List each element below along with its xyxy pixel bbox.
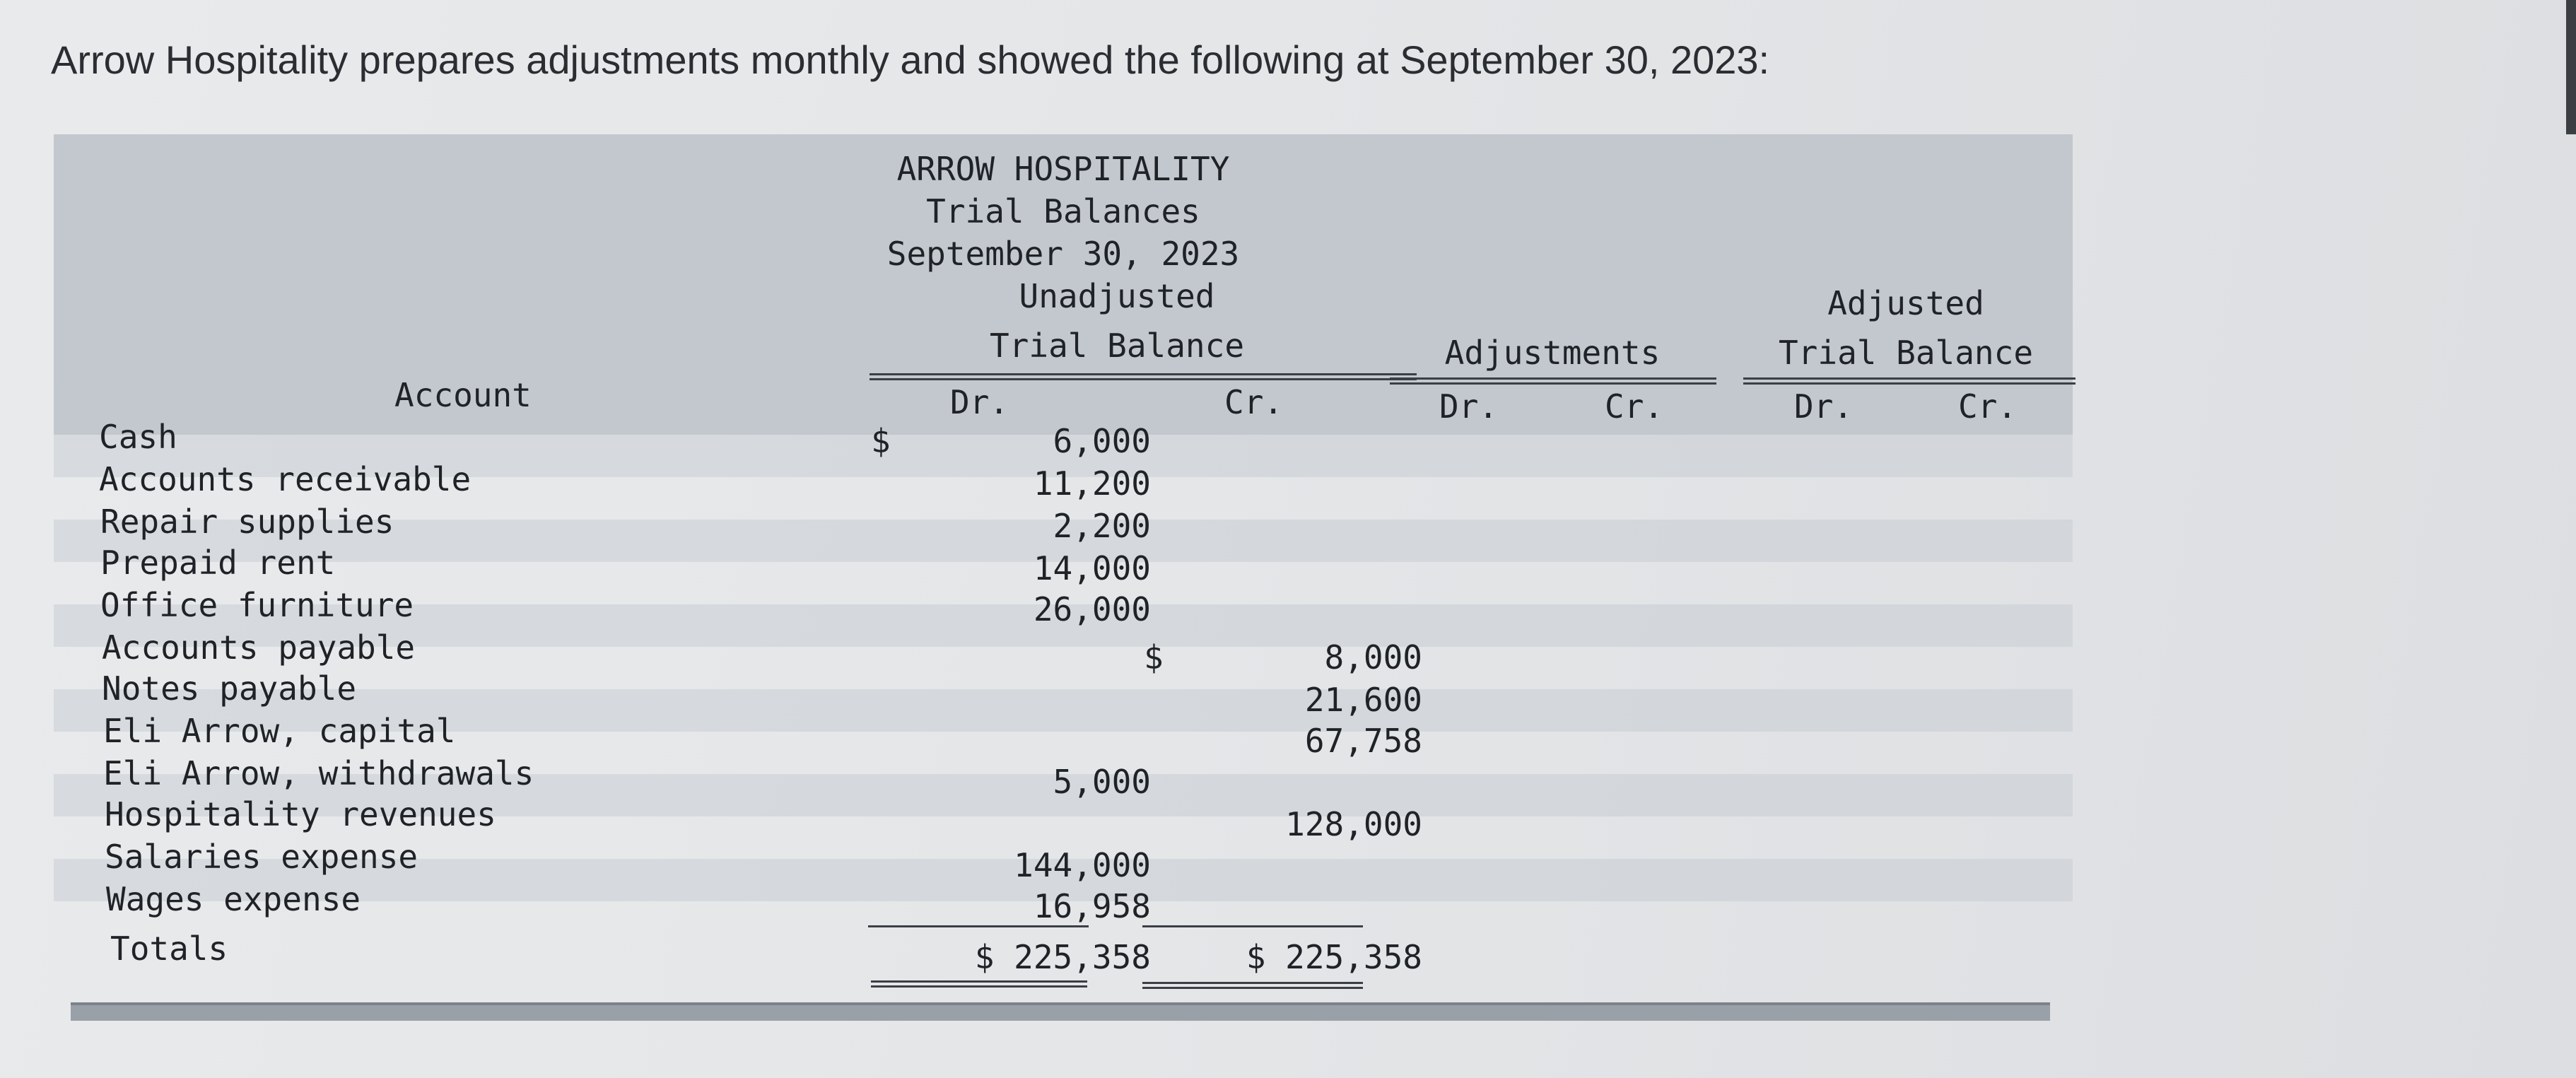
adjustments-cr-header: Cr.: [1605, 387, 1664, 426]
total-cr-amount: $ 225,358: [1246, 938, 1422, 976]
intro-text: Arrow Hospitality prepares adjustments monthly and showed the following at September 30, 2023:: [51, 37, 1770, 82]
dr-amount: 2,200: [1053, 507, 1151, 545]
account-name: Eli Arrow, withdrawals: [103, 754, 534, 792]
unadjusted-cr-header: Cr.: [1224, 383, 1284, 421]
dr-amount: 26,000: [1033, 590, 1151, 628]
dr-total-double-rule: [871, 980, 1087, 988]
account-column-header: Account: [394, 376, 532, 414]
dr-subtotal-rule: [868, 925, 1089, 927]
account-name: Accounts receivable: [99, 460, 472, 498]
dr-amount: 6,000: [1053, 422, 1151, 460]
cr-amount: 8,000: [1324, 638, 1422, 676]
unadjusted-heading-line2: Trial Balance: [989, 327, 1245, 365]
table-header: [54, 134, 2073, 435]
adjustments-heading: Adjustments: [1444, 334, 1661, 372]
unadjusted-rule: [870, 373, 1417, 380]
table-bottom-border: [71, 1002, 2050, 1021]
cr-amount: 128,000: [1285, 805, 1422, 843]
account-name: Prepaid rent: [100, 544, 336, 582]
report-date: September 30, 2023: [886, 235, 1240, 273]
cr-dollar-sign: $: [1144, 638, 1164, 676]
account-name: Accounts payable: [102, 628, 416, 667]
adjusted-heading-line2: Trial Balance: [1778, 334, 2034, 372]
account-name: Office furniture: [100, 586, 414, 624]
adjusted-heading-line1: Adjusted: [1827, 284, 1984, 322]
cr-subtotal-rule: [1142, 925, 1363, 927]
scrollbar-edge[interactable]: [2566, 0, 2576, 134]
dr-amount: 16,958: [1033, 887, 1151, 925]
cr-total-double-rule: [1142, 982, 1363, 989]
account-name: Repair supplies: [100, 503, 394, 541]
unadjusted-dr-header: Dr.: [950, 383, 1009, 421]
adjusted-dr-header: Dr.: [1794, 387, 1854, 426]
cr-amount: 21,600: [1304, 681, 1422, 719]
account-name: Salaries expense: [105, 838, 418, 876]
adjusted-cr-header: Cr.: [1958, 387, 2018, 426]
cr-amount: 67,758: [1304, 722, 1422, 760]
adjusted-rule: [1743, 377, 2076, 385]
account-name: Eli Arrow, capital: [103, 712, 456, 750]
dr-amount: 14,000: [1033, 549, 1151, 587]
totals-label: Totals: [110, 930, 228, 968]
account-name: Wages expense: [106, 880, 361, 918]
adjustments-dr-header: Dr.: [1439, 387, 1499, 426]
dr-amount: 5,000: [1053, 763, 1151, 801]
dr-dollar-sign: $: [871, 422, 891, 460]
adjustments-rule: [1390, 377, 1716, 385]
trial-balance-table: [54, 418, 2073, 983]
account-name: Notes payable: [102, 669, 357, 708]
dr-amount: 11,200: [1033, 464, 1151, 503]
account-name: Cash: [99, 418, 177, 456]
report-title: Trial Balances: [926, 192, 1200, 230]
unadjusted-heading-line1: Unadjusted: [1019, 277, 1215, 315]
account-name: Hospitality revenues: [105, 795, 496, 833]
total-dr-amount: $ 225,358: [974, 938, 1151, 976]
dr-amount: 144,000: [1014, 846, 1151, 884]
company-name: ARROW HOSPITALITY: [896, 150, 1230, 188]
